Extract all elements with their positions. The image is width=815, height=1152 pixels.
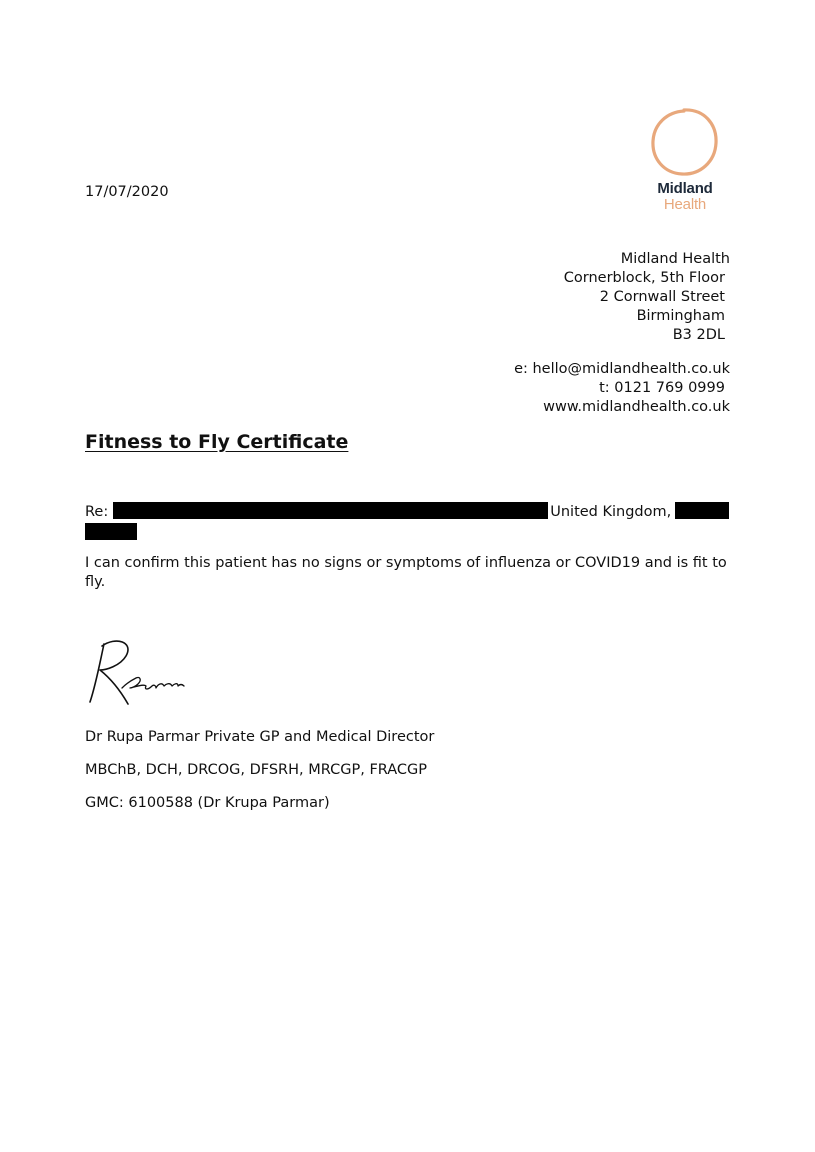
fitness-statement: I can confirm this patient has no signs or symptoms of influenza or COVID19 and is fit to fly. xyxy=(85,555,727,590)
redaction-bar xyxy=(85,523,137,540)
address-city: Birmingham xyxy=(636,308,725,324)
certificate-title: Fitness to Fly Certificate xyxy=(85,431,349,453)
redaction-bar xyxy=(113,502,548,519)
sender-address xyxy=(564,250,730,345)
address-line1: Cornerblock, 5th Floor xyxy=(563,270,725,286)
letter-date: 17/07/2020 xyxy=(85,184,169,200)
re-country: United Kingdom, xyxy=(550,504,672,520)
signatory-name: Dr Rupa Parmar Private GP and Medical Director xyxy=(85,729,435,745)
handwritten-signature xyxy=(82,632,192,712)
contact-email: e: hello@midlandhealth.co.uk xyxy=(514,361,730,377)
address-line2: 2 Cornwall Street xyxy=(599,289,725,305)
contact-phone: t: 0121 769 0999 xyxy=(599,380,725,396)
sender-contact xyxy=(514,360,730,417)
midland-health-logo-text xyxy=(640,181,730,213)
contact-web: www.midlandhealth.co.uk xyxy=(543,399,730,415)
signatory-gmc-number: GMC: 6100588 (Dr Krupa Parmar) xyxy=(85,795,330,811)
re-label: Re: xyxy=(85,504,109,520)
logo-line-health: Health xyxy=(663,196,707,213)
address-postcode: B3 2DL xyxy=(672,327,725,343)
address-org: Midland Health xyxy=(620,251,730,267)
re-line xyxy=(85,502,745,522)
logo-line-midland: Midland xyxy=(657,180,713,197)
signatory-qualifications: MBChB, DCH, DRCOG, DFSRH, MRCGP, FRACGP xyxy=(85,762,428,778)
redaction-bar xyxy=(675,502,729,519)
midland-health-logo-ring-icon xyxy=(648,106,720,178)
